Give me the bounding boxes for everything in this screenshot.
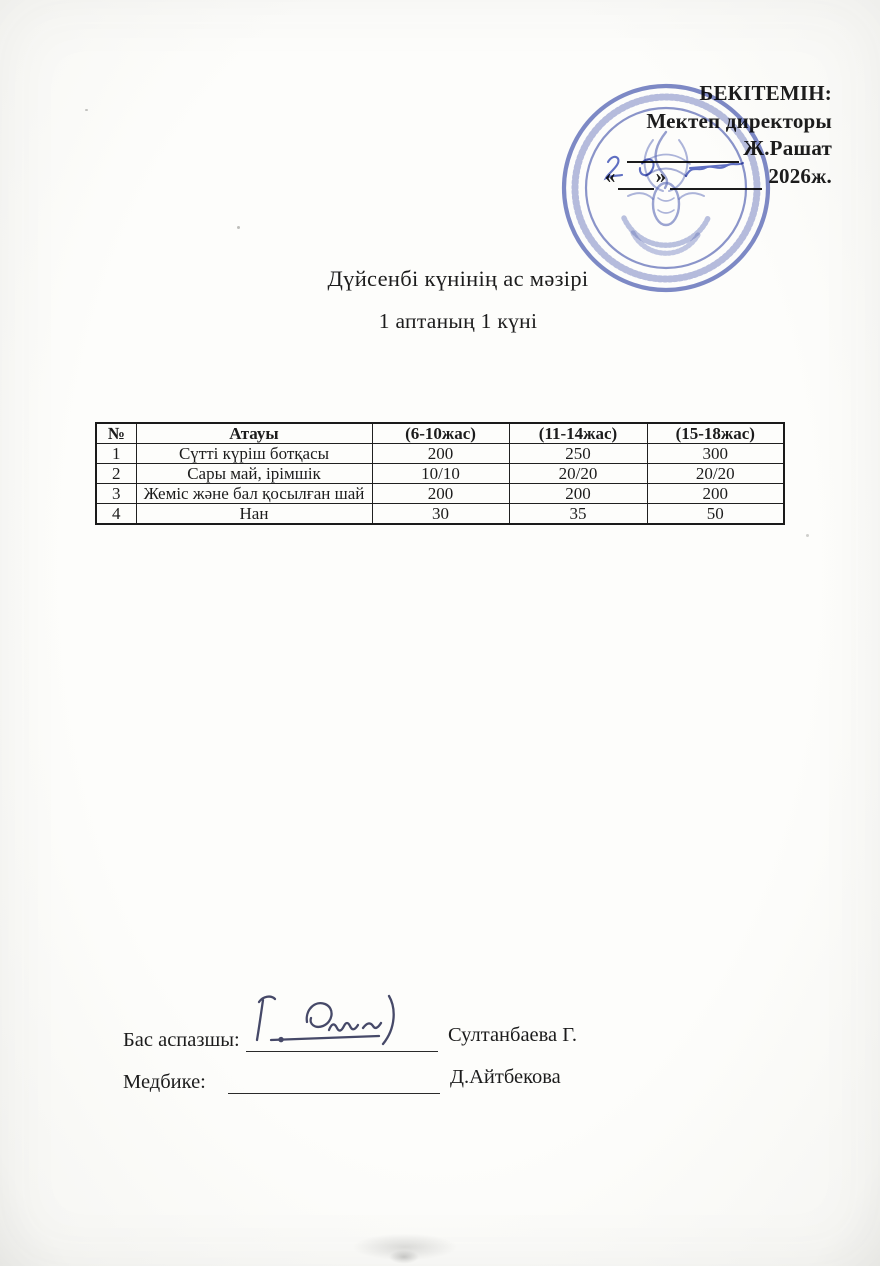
nurse-signature-row bbox=[123, 1060, 643, 1094]
table-cell: 3 bbox=[96, 484, 136, 504]
table-cell: 4 bbox=[96, 504, 136, 525]
table-cell: 1 bbox=[96, 444, 136, 464]
table-row bbox=[96, 464, 784, 484]
signature-block bbox=[123, 1018, 643, 1102]
table-cell: 20/20 bbox=[647, 464, 784, 484]
nurse-name: Д.Айтбекова bbox=[450, 1066, 561, 1088]
menu-table-container bbox=[95, 422, 785, 525]
table-cell: 300 bbox=[647, 444, 784, 464]
column-header: (11-14жас) bbox=[509, 423, 647, 444]
table-cell: Нан bbox=[136, 504, 372, 525]
approve-label: БЕКІТЕМІН: bbox=[699, 81, 832, 105]
date-day-blank bbox=[618, 168, 654, 190]
date-open-quote: « bbox=[604, 163, 616, 188]
document-title bbox=[18, 266, 880, 334]
table-cell: 2 bbox=[96, 464, 136, 484]
table-cell: Сары май, ірімшік bbox=[136, 464, 372, 484]
director-name: Ж.Рашат bbox=[743, 136, 832, 160]
column-header: (6-10жас) bbox=[372, 423, 509, 444]
table-cell: 200 bbox=[372, 444, 509, 464]
table-cell: 20/20 bbox=[509, 464, 647, 484]
scan-smudge bbox=[384, 1248, 424, 1266]
table-cell: 30 bbox=[372, 504, 509, 525]
approval-block bbox=[605, 80, 832, 190]
chef-signature-row bbox=[123, 1018, 643, 1052]
table-cell: Сүтті күріш ботқасы bbox=[136, 444, 372, 464]
menu-title-line1: Дүйсенбі күнінің ас мәзірі bbox=[327, 266, 589, 291]
header-row bbox=[96, 423, 784, 444]
director-signature-line bbox=[627, 141, 739, 163]
date-close-quote: » bbox=[655, 163, 667, 188]
column-header: Атауы bbox=[136, 423, 372, 444]
table-cell: 200 bbox=[647, 484, 784, 504]
scan-speck bbox=[85, 109, 88, 111]
column-header: (15-18жас) bbox=[647, 423, 784, 444]
table-row bbox=[96, 484, 784, 504]
scan-speck bbox=[806, 534, 809, 537]
menu-table bbox=[95, 422, 785, 525]
chef-label: Бас аспазшы: bbox=[123, 1029, 240, 1051]
nurse-label: Медбике: bbox=[123, 1071, 206, 1093]
scan-speck bbox=[237, 226, 240, 229]
chef-name: Султанбаева Г. bbox=[448, 1024, 577, 1046]
table-row bbox=[96, 504, 784, 525]
date-year: 2026ж. bbox=[768, 163, 832, 188]
table-cell: 35 bbox=[509, 504, 647, 525]
date-month-blank bbox=[670, 168, 762, 190]
table-cell: 200 bbox=[509, 484, 647, 504]
table-cell: 50 bbox=[647, 504, 784, 525]
column-header: № bbox=[96, 423, 136, 444]
approval-date-row bbox=[605, 163, 832, 191]
table-cell: 10/10 bbox=[372, 464, 509, 484]
table-cell: 250 bbox=[509, 444, 647, 464]
director-signature-row bbox=[605, 135, 832, 163]
menu-title-line2: 1 аптаның 1 күні bbox=[378, 309, 538, 333]
table-cell: Жеміс және бал қосылған шай bbox=[136, 484, 372, 504]
table-cell: 200 bbox=[372, 484, 509, 504]
director-role: Мектеп директоры bbox=[646, 108, 832, 133]
nurse-signature-line bbox=[228, 1071, 440, 1094]
chef-signature-line bbox=[246, 1029, 438, 1052]
table-row bbox=[96, 444, 784, 464]
